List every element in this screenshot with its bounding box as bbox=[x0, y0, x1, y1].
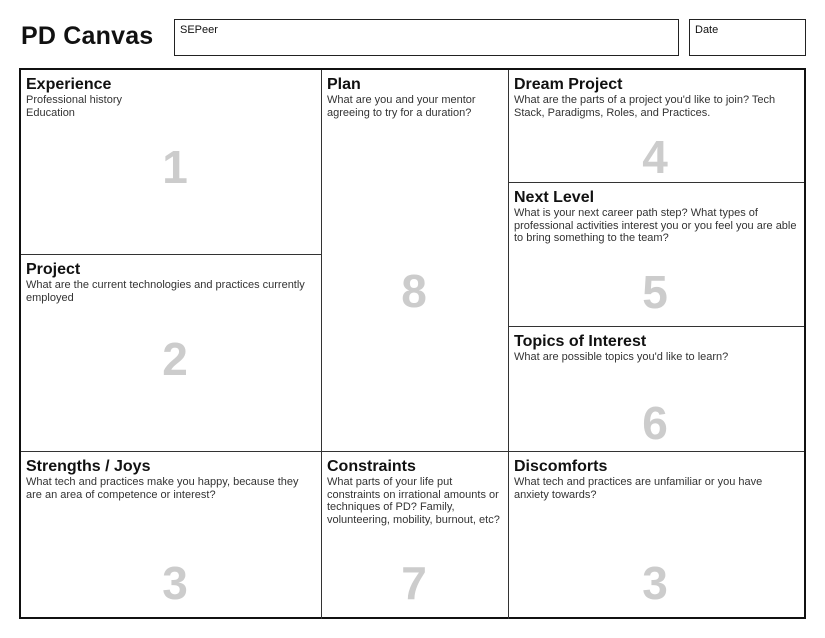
cell-number: 5 bbox=[642, 266, 668, 318]
cell-description: What parts of your life put constraints on irrational amounts or techniques of PD? Family, volunteering, mobility, burnout, etc? bbox=[327, 476, 500, 526]
cell-number: 7 bbox=[401, 557, 427, 609]
cell-heading: Strengths / Joys bbox=[26, 458, 151, 475]
cell-topics-of-interest bbox=[509, 327, 804, 452]
cell-number: 8 bbox=[401, 265, 427, 317]
date-field-label: Date bbox=[695, 24, 719, 36]
name-field[interactable] bbox=[174, 19, 679, 56]
cell-heading: Topics of Interest bbox=[514, 333, 647, 350]
cell-heading: Plan bbox=[327, 76, 361, 93]
cell-heading: Next Level bbox=[514, 189, 595, 206]
date-field[interactable] bbox=[689, 19, 806, 56]
cell-number: 4 bbox=[642, 131, 668, 183]
cell-plan bbox=[322, 70, 509, 452]
cell-heading: Experience bbox=[26, 76, 112, 93]
cell-experience bbox=[21, 70, 322, 255]
cell-dream-project bbox=[509, 70, 804, 183]
cell-number: 3 bbox=[162, 557, 188, 609]
canvas-grid bbox=[19, 68, 806, 619]
cell-heading: Discomforts bbox=[514, 458, 608, 475]
cell-heading: Constraints bbox=[327, 458, 416, 475]
cell-number: 6 bbox=[642, 397, 668, 449]
cell-discomforts bbox=[509, 452, 804, 619]
cell-description: What are the parts of a project you'd like to join? Tech Stack, Paradigms, Roles, and Practices. bbox=[514, 94, 776, 119]
cell-description: What are possible topics you'd like to learn? bbox=[514, 351, 729, 363]
cell-strengths-joys bbox=[21, 452, 322, 619]
cell-heading: Dream Project bbox=[514, 76, 623, 93]
cell-constraints bbox=[322, 452, 509, 619]
cell-description: What are the current technologies and practices currently employed bbox=[26, 279, 305, 304]
cell-description-line: Professional history bbox=[26, 94, 122, 106]
cell-heading: Project bbox=[26, 261, 81, 278]
cell-next-level bbox=[509, 183, 804, 327]
cell-description-line: Education bbox=[26, 106, 75, 119]
cell-project bbox=[21, 255, 322, 452]
page-title: PD Canvas bbox=[21, 22, 154, 50]
cell-description: What tech and practices make you happy, because they are an area of competence or interest? bbox=[26, 476, 299, 501]
cell-number: 1 bbox=[162, 141, 188, 193]
cell-description: What is your next career path step? What types of professional activities interest you or you feel you are able to bring something to the team? bbox=[514, 207, 797, 244]
name-field-value: SEPeer bbox=[180, 24, 218, 36]
cell-number: 2 bbox=[162, 333, 188, 385]
cell-description: What are you and your mentor agreeing to try for a duration? bbox=[327, 94, 476, 119]
cell-number: 3 bbox=[642, 557, 668, 609]
cell-description: What tech and practices are unfamiliar or you have anxiety towards? bbox=[514, 476, 763, 501]
